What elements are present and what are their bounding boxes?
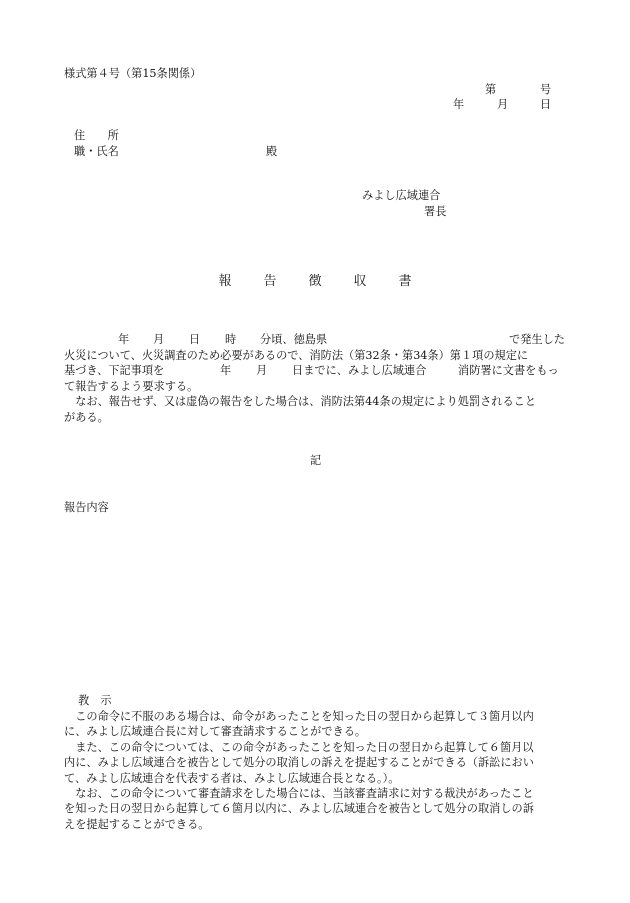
body-line-3-start: 基づき、下記事項を	[64, 364, 165, 377]
body-year: 年	[118, 333, 130, 346]
notice-line: を知った日の翌日から起算して６箇月以内に、みよし広域連合を被告として処分の取消しの訴	[64, 802, 534, 816]
body-minute-place: 分頃、徳島県	[260, 333, 328, 346]
form-label: 様式第４号（第15条関係）	[64, 67, 202, 80]
body-line-2: 火災について、火災調査のため必要があるので、消防法（第32条・第34条）第１項の規定に	[64, 349, 529, 362]
notice-line: て、みよし広域連合を代表する者は、みよし広域連合長となる。）。	[64, 771, 400, 785]
notice-heading: 教 示	[78, 694, 112, 707]
body-month: 月	[153, 333, 165, 346]
doc-number-suffix: 号	[540, 83, 552, 96]
body-line-4: て報告するよう要求する。	[64, 380, 199, 393]
body-line-5: なお、報告せず、又は虚偽の報告をした場合は、消防法第44条の規定により処罰されること	[64, 395, 537, 408]
notice-line: この命令に不服のある場合は、命令があったことを知った日の翌日から起算して３箇月以内	[64, 710, 534, 723]
notice-line: に、みよし広域連合長に対して審査請求することができる。	[64, 725, 367, 739]
date-year: 年	[453, 98, 465, 111]
date-day: 日	[540, 98, 552, 111]
body-deadline-year: 年	[220, 364, 232, 377]
sender-title: 署長	[424, 205, 447, 218]
sender-org: みよし広域連合	[362, 189, 441, 202]
report-content-heading: 報告内容	[64, 501, 109, 514]
body-occurred: で発生した	[509, 333, 565, 346]
notice-line: 内に、みよし広域連合を被告として処分の取消しの訴えを提起することができる（訴訟におい	[64, 756, 534, 770]
body-deadline-day: 日までに、みよし広域連合	[292, 364, 427, 377]
document-title	[0, 270, 630, 289]
body-deadline-month: 月	[256, 364, 268, 377]
notice-line: また、この命令については、この命令があったことを知った日の翌日から起算して６箇月以	[64, 740, 534, 754]
honorific: 殿	[266, 145, 278, 158]
body-day: 日	[189, 333, 201, 346]
title-char: 収	[353, 274, 367, 289]
title-char: 報	[218, 274, 232, 289]
doc-number-prefix: 第	[485, 83, 497, 96]
address-label: 住 所	[74, 129, 119, 142]
title-char: 告	[263, 274, 277, 289]
body-line-6: がある。	[64, 411, 109, 424]
title-char: 徴	[308, 274, 322, 289]
notice-body	[64, 709, 570, 832]
body-hour: 時	[225, 333, 237, 346]
notice-line: えを提起することができる。	[64, 817, 210, 831]
notice-line: なお、この命令について審査請求をした場合には、当該審査請求に対する裁決があったこと	[64, 787, 534, 801]
ki-marker: 記	[310, 454, 322, 467]
name-label: 職・氏名	[74, 145, 119, 158]
date-month: 月	[497, 98, 509, 111]
body-line-3-end: 消防署に文書をもっ	[458, 364, 559, 377]
title-char: 書	[398, 274, 412, 289]
